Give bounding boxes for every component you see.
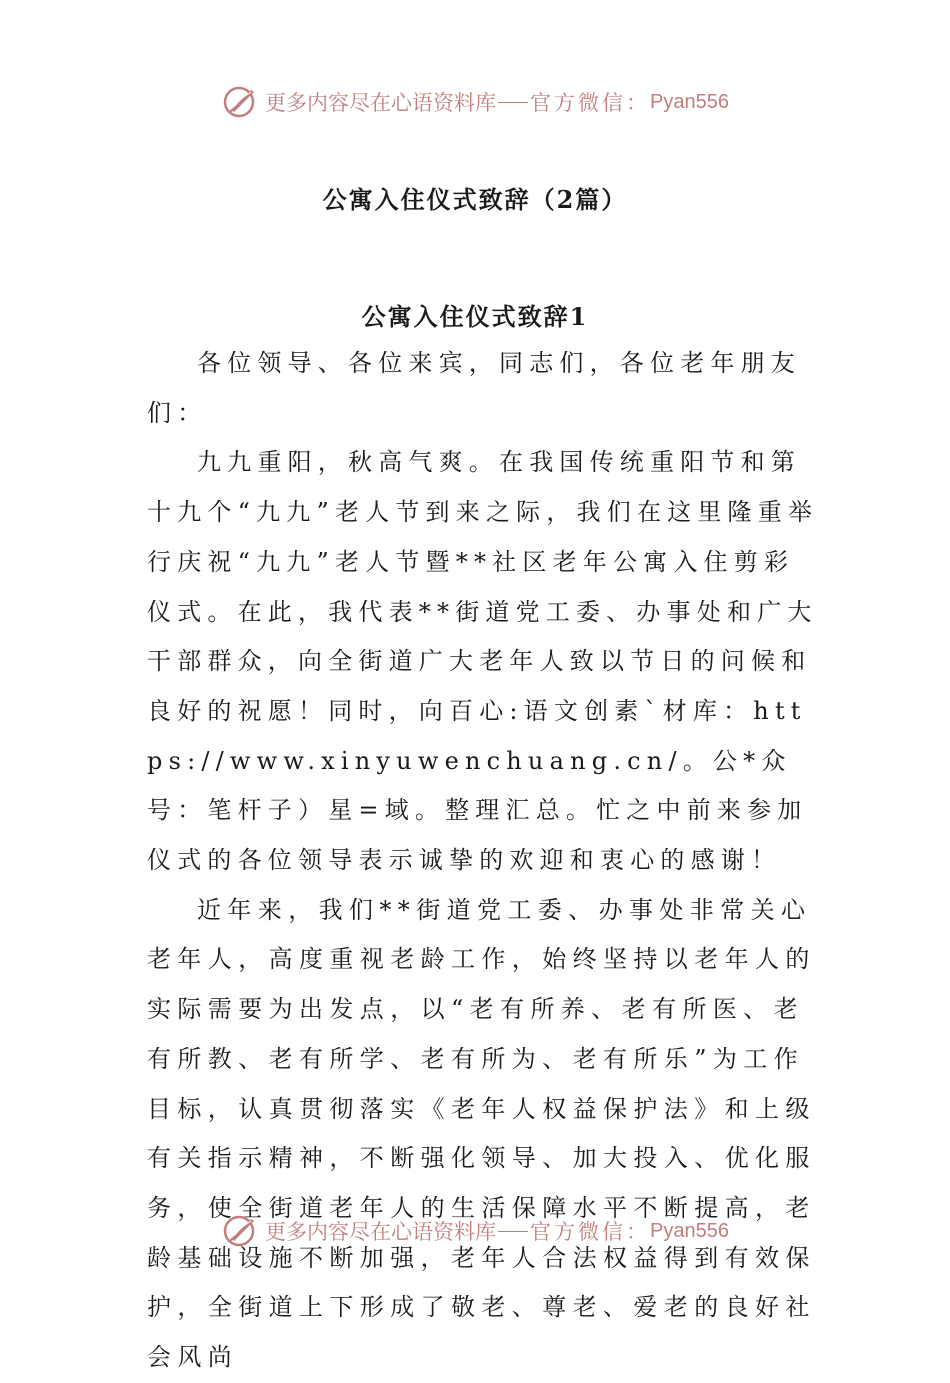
- paragraph-2: 九九重阳，秋高气爽。在我国传统重阳节和第十九个“九九”老人节到来之际，我们在这里隆重举行庆祝“九九”老人节暨**社区老年公寓入住剪彩仪式。在此，我代表**街道党工委、办事处和广大干部群众，向全街道广大老年人致以节日的问候和良好的祝愿！同时，向百心:语文创素`材库：https://www.xinyuwenchuang.cn/。公*众号：笔杆子）星=域。整理汇总。忙之中前来参加仪式的各位领导表示诚挚的欢迎和衷心的感谢！: [147, 448, 819, 875]
- banner-sub: 官方微信：: [530, 91, 651, 115]
- banner-handle: Pyan556: [650, 1219, 729, 1242]
- banner-brand: 更多内容尽在心语资料库: [265, 1220, 497, 1244]
- quill-logo-icon: [221, 1211, 261, 1251]
- paragraph-1: 各位领导、各位来宾，同志们，各位老年朋友们：: [147, 349, 801, 427]
- header-banner: [0, 80, 950, 124]
- section-title: 公寓入住仪式致辞1: [361, 302, 589, 331]
- banner-dash: [498, 1231, 528, 1232]
- banner-brand: 更多内容尽在心语资料库: [265, 91, 497, 115]
- quill-logo-icon: [221, 82, 261, 122]
- banner-handle: Pyan556: [650, 90, 729, 113]
- paragraph-3: 近年来，我们**街道党工委、办事处非常关心老年人，高度重视老龄工作，始终坚持以老年人的实际需要为出发点，以“老有所养、老有所医、老有所教、老有所学、老有所为、老有所乐”为工作目标，认真贯彻落实《老年人权益保护法》和上级有关指示精神，不断强化领导、加大投入、优化服务，使全街道老年人的生活保障水平不断提高，老龄基础设施不断加强，老年人合法权益得到有效保护，全街道上下形成了敬老、尊老、爱老的良好社会风尚: [147, 895, 816, 1372]
- document-title: 公寓入住仪式致辞（2篇）: [322, 185, 628, 214]
- footer-banner: [0, 1209, 950, 1253]
- banner-dash: [498, 102, 528, 103]
- banner-sub: 官方微信：: [530, 1220, 651, 1244]
